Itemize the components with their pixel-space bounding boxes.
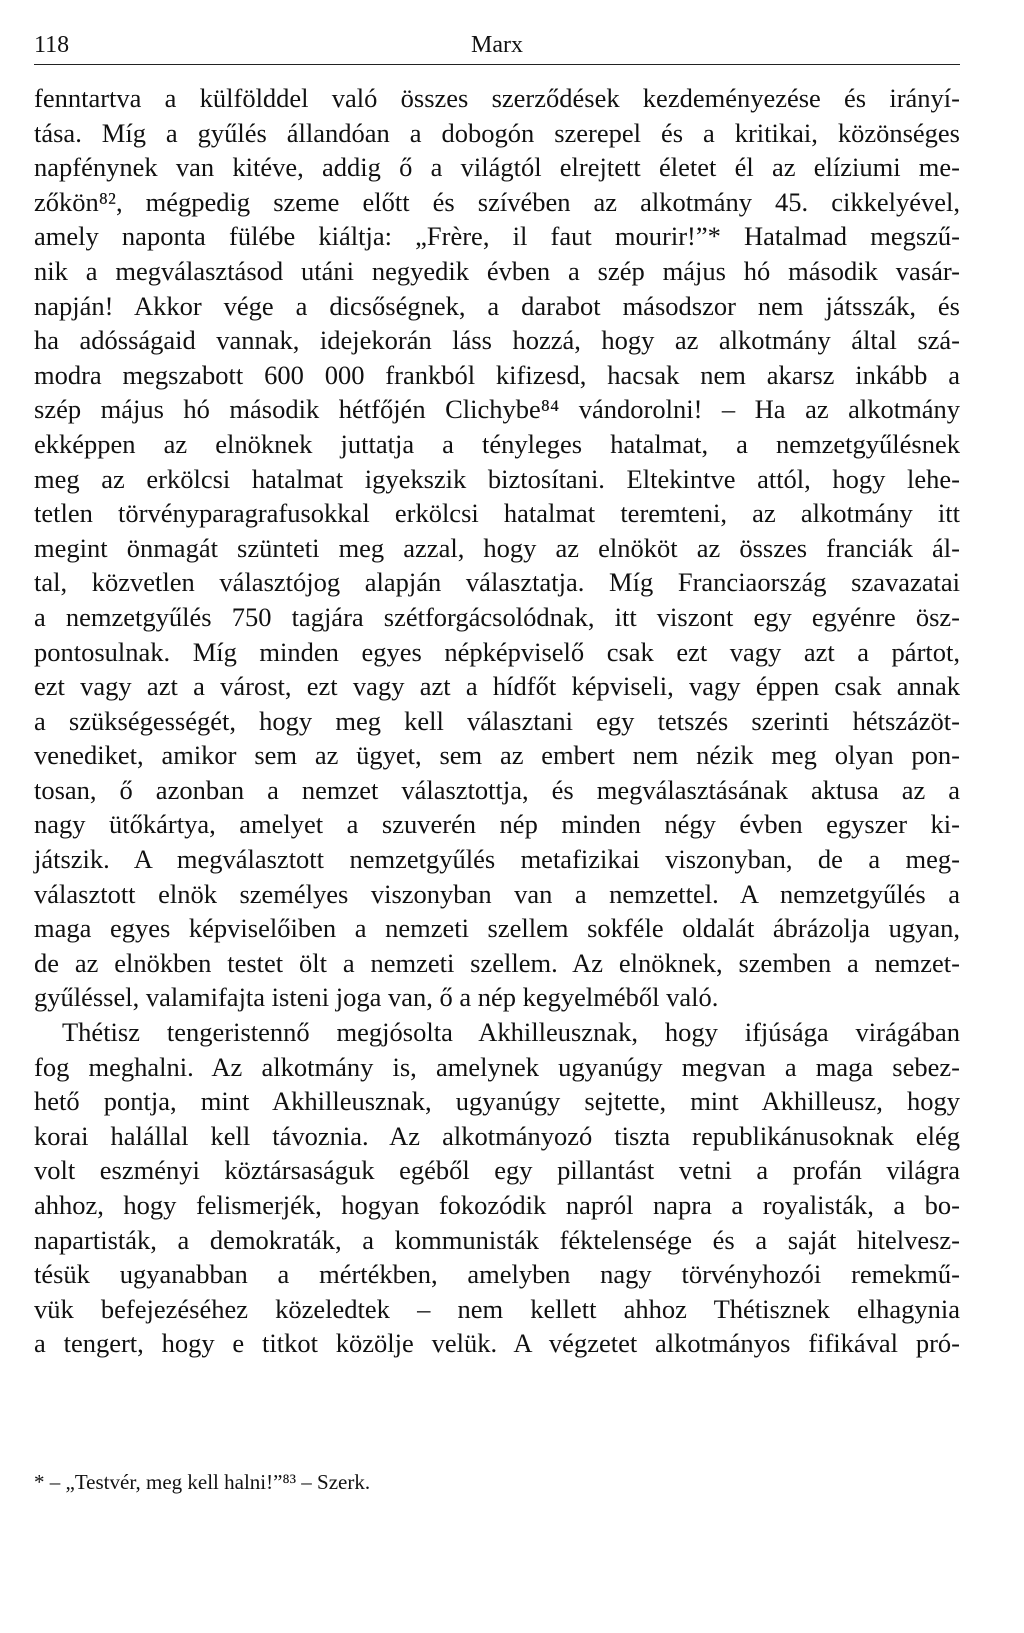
text-line: a nemzetgyűlés 750 tagjára szétforgácsolódnak, itt viszont egy egyénre ösz- (34, 601, 960, 632)
text-line: fog meghalni. Az alkotmány is, amelynek ugyanúgy megvan a maga sebez- (34, 1051, 960, 1082)
text-line: volt eszményi köztársaságuk egéből egy pillantást vetni a profán világra (34, 1155, 960, 1186)
text-line: nik a megválasztásod utáni negyedik évben a szép május hó második vasár- (34, 255, 960, 286)
text-line: választott elnök személyes viszonyban van a nemzettel. A nemzetgyűlés a (34, 878, 960, 909)
text-line: pontosulnak. Míg minden egyes népképviselő csak ezt vagy azt a pártot, (34, 636, 960, 667)
text-line: vük befejezéséhez közeledtek – nem kellett ahhoz Thétisznek elhagynia (34, 1293, 960, 1324)
text-line: modra megszabott 600 000 frankból kifizesd, hacsak nem akarsz inkább a (34, 359, 960, 390)
running-title: Marx (471, 32, 523, 58)
text-line: a szükségességét, hogy meg kell választani egy tetszés szerinti hétszázöt- (34, 705, 960, 736)
text-line: tal, közvetlen választójog alapján választatja. Míg Franciaország szavazatai (34, 567, 960, 598)
text-line: megint önmagát szünteti meg azzal, hogy az elnököt az összes franciák ál- (34, 532, 960, 563)
page-number: 118 (34, 32, 70, 58)
text-line: tésük ugyanabban a mértékben, amelyben nagy törvényhozói remekmű- (34, 1259, 960, 1290)
text-line: maga egyes képviselőiben a nemzeti szellem sokféle oldalát ábrázolja ugyan, (34, 913, 960, 944)
book-page (34, 24, 960, 1361)
text-line: meg az erkölcsi hatalmat igyekszik biztosítani. Eltekintve attól, hogy lehe- (34, 463, 960, 494)
text-line: korai halállal kell távoznia. Az alkotmányozó tiszta republikánusoknak elég (34, 1120, 960, 1151)
text-line: a tengert, hogy e titkot közölje velük. A végzetet alkotmányos fifikával pró- (34, 1328, 960, 1359)
text-line: de az elnökben testet ölt a nemzeti szellem. Az elnöknek, szemben a nemzet- (34, 947, 960, 978)
paragraph-2 (34, 1015, 960, 1361)
text-line: hető pontja, mint Akhilleusznak, ugyanúgy sejtette, mint Akhilleusz, hogy (34, 1086, 960, 1117)
text-line: venediket, amikor sem az ügyet, sem az embert nem nézik meg olyan pon- (34, 740, 960, 771)
running-head (34, 24, 960, 65)
text-line: ahhoz, hogy felismerjék, hogyan fokozódik napról napra a royalisták, a bo- (34, 1190, 960, 1220)
text-line: tosan, ő azonban a nemzet választottja, és megválasztásának aktusa az a (34, 774, 960, 805)
text-line: szép május hó második hétfőjén Clichybe⁸⁴ vándorolni! – Ha az alkotmány (34, 394, 960, 425)
text-line: Thétisz tengeristennő megjósolta Akhilleusznak, hogy ifjúsága virágában (62, 1017, 960, 1048)
footnote: * – „Testvér, meg kell halni!”⁸³ – Szerk. (34, 1470, 371, 1494)
text-line: napartisták, a demokraták, a kommunisták féktelensége és a saját hitelvesz- (34, 1224, 960, 1255)
text-line: amely naponta fülébe kiáltja: „Frère, il faut mourir!”* Hatalmad megszű- (34, 221, 960, 252)
text-line: ekképpen az elnöknek juttatja a tényleges hatalmat, a nemzetgyűlésnek (34, 428, 960, 459)
text-line: nagy ütőkártya, amelyet a szuverén nép minden négy évben egyszer ki- (34, 809, 960, 840)
body-text (34, 81, 960, 1361)
text-line: gyűléssel, valamifajta isteni joga van, ő a nép kegyelméből való. (34, 982, 719, 1013)
text-line: fenntartva a külfölddel való összes szerződések kezdeményezése és irányí- (34, 83, 960, 113)
text-line: tetlen törvényparagrafusokkal erkölcsi hatalmat teremteni, az alkotmány itt (34, 498, 960, 529)
text-line: napján! Akkor vége a dicsőségnek, a darabot másodszor nem játsszák, és (34, 290, 960, 321)
text-line: napfénynek van kitéve, addig ő a világtól elrejtett életet él az elíziumi me- (34, 152, 960, 183)
text-line: játszik. A megválasztott nemzetgyűlés metafizikai viszonyban, de a meg- (34, 844, 960, 875)
text-line: ezt vagy azt a várost, ezt vagy azt a hídfőt képviseli, vagy éppen csak annak (34, 671, 960, 702)
paragraph-1 (34, 81, 960, 1015)
text-line: tása. Míg a gyűlés állandóan a dobogón szerepel és a kritikai, közönséges (34, 117, 960, 148)
text-line: ha adósságaid vannak, idejekorán láss hozzá, hogy az alkotmány által szá- (34, 325, 960, 356)
text-line: zőkön⁸², mégpedig szeme előtt és szívében az alkotmány 45. cikkelyével, (34, 186, 960, 217)
